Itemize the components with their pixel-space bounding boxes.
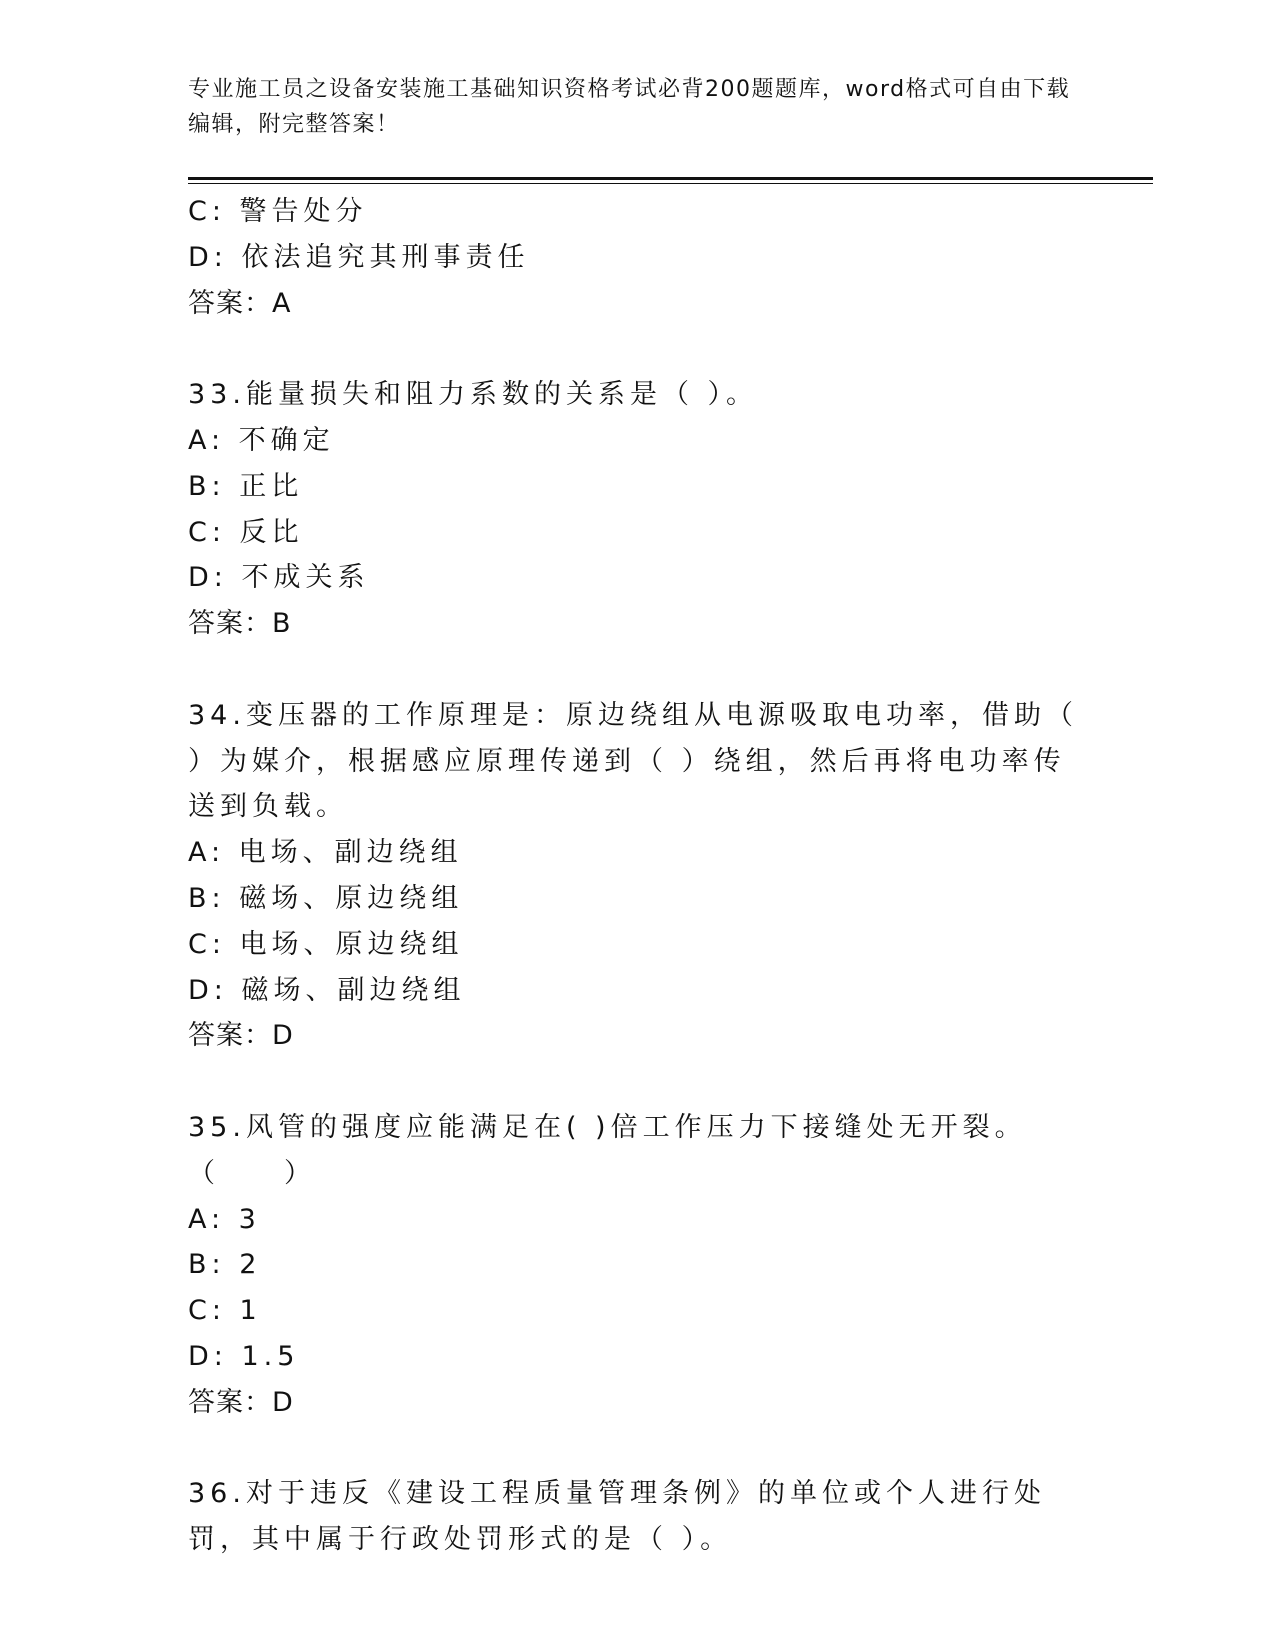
question-text: 36.对于违反《建设工程质量管理条例》的单位或个人进行处罚，其中属于行政处罚形式的是（ ）。 — [188, 1478, 1046, 1556]
option-d: D: 磁场、副边绕组 — [188, 974, 466, 1006]
question-block-previous — [188, 189, 1088, 326]
option-a: A: 3 — [188, 1203, 261, 1235]
answer: 答案：A — [188, 287, 292, 319]
option-b: B: 磁场、原边绕组 — [188, 882, 464, 914]
answer: 答案：D — [188, 1020, 294, 1052]
option-b: B: 2 — [188, 1249, 262, 1281]
question-block-34 — [188, 693, 1088, 1059]
question-block-35 — [188, 1105, 1088, 1426]
option-d: D: 不成关系 — [188, 562, 370, 594]
header-rule-thin — [188, 183, 1153, 184]
option-c: C: 警告处分 — [188, 196, 368, 227]
option-d: D: 1.5 — [188, 1340, 300, 1372]
question-text: 33.能量损失和阻力系数的关系是（ ）。 — [188, 379, 759, 411]
answer: 答案：B — [188, 608, 292, 640]
option-a: A: 不确定 — [188, 424, 335, 456]
question-block-33 — [188, 372, 1088, 647]
option-d: D: 依法追究其刑事责任 — [188, 241, 530, 273]
option-c: C: 1 — [188, 1295, 262, 1327]
header-title: 专业施工员之设备安装施工基础知识资格考试必背200题题库，word格式可自由下载编辑，附完整答案！ — [188, 77, 1071, 137]
question-block-36 — [188, 1471, 1088, 1563]
document-header — [188, 72, 1088, 142]
document-body — [188, 189, 1088, 1563]
answer: 答案：D — [188, 1386, 294, 1418]
question-text: 34.变压器的工作原理是：原边绕组从电源吸取电功率，借助（ ）为媒介，根据感应原理传递到（ ）绕组，然后再将电功率传送到负载。 — [188, 699, 1078, 823]
option-a: A: 电场、副边绕组 — [188, 837, 463, 869]
spacer — [188, 326, 1088, 372]
option-c: C: 电场、原边绕组 — [188, 928, 464, 960]
option-b: B: 正比 — [188, 470, 304, 502]
spacer — [188, 1426, 1088, 1472]
header-rule-thick — [188, 177, 1153, 180]
question-text: 35.风管的强度应能满足在( )倍工作压力下接缝处无开裂。（ ） — [188, 1111, 1027, 1189]
option-c: C: 反比 — [188, 516, 304, 548]
spacer — [188, 647, 1088, 693]
spacer — [188, 1059, 1088, 1105]
